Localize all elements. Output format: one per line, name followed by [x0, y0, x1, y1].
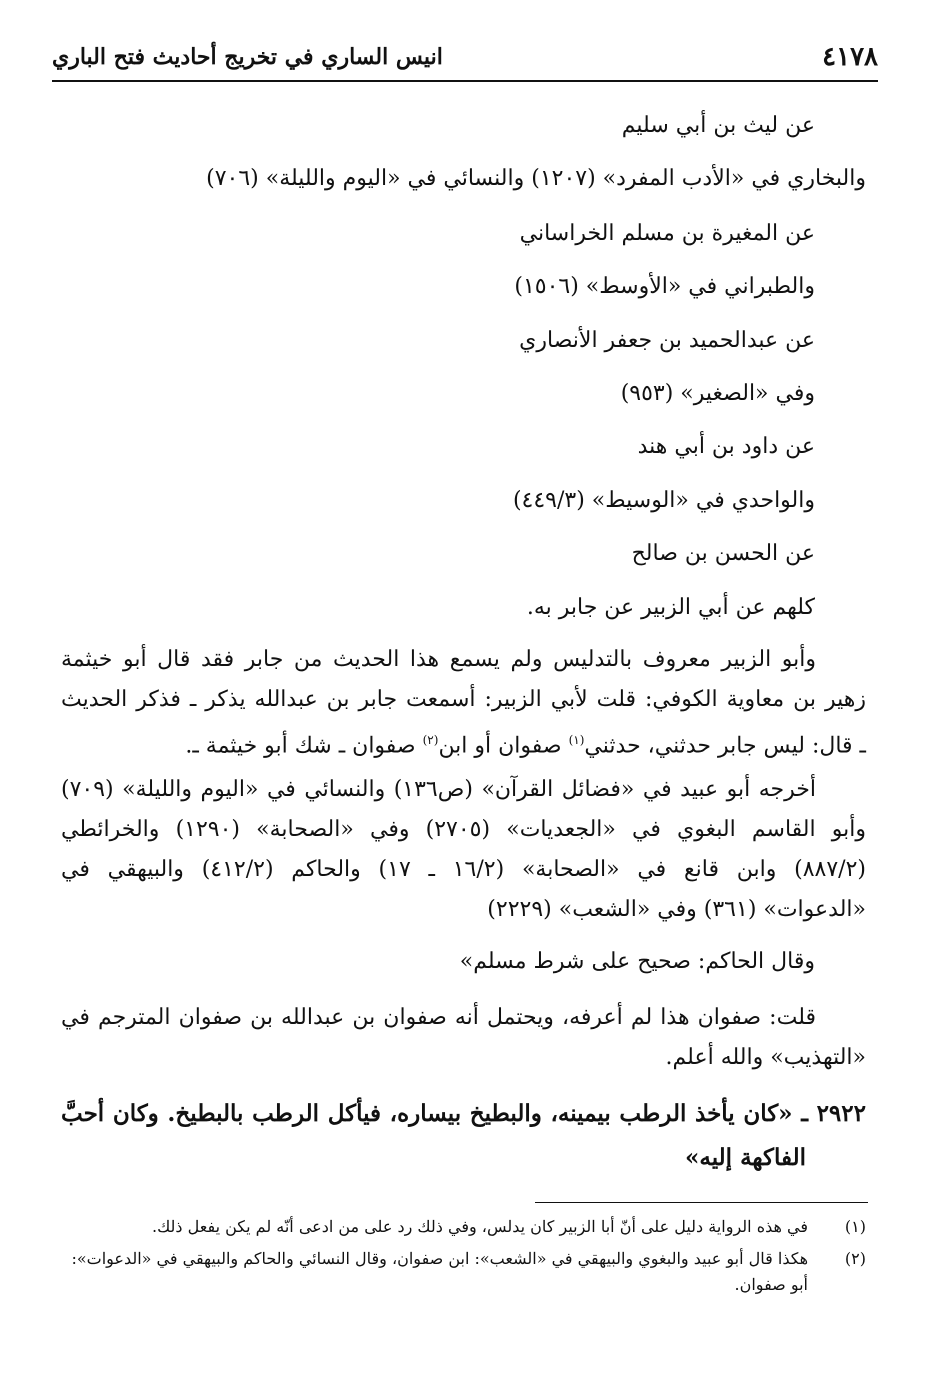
text-line: عن المغيرة بن مسلم الخراساني [519, 221, 815, 246]
footnote-number: (١) [844, 1217, 866, 1236]
page-header [52, 38, 878, 76]
text-line: عن ليث بن أبي سليم [621, 113, 815, 138]
footnote-number: (٢) [844, 1249, 866, 1268]
quote-text: ـ قال: ليس جابر حدثني، حدثني [584, 733, 866, 759]
hadith-line: ٢٩٢٢ ـ «كان يأخذ الرطب بيمينه، والبطيخ بيساره، فيأكل الرطب بالبطيخ. وكان أحبَّ [61, 1100, 866, 1127]
paragraph-line [61, 720, 866, 766]
paragraph-tadlis [61, 640, 866, 766]
text-line: والطبراني في «الأوسط» (١٥٠٦) [514, 274, 815, 299]
paragraph-line: أخرجه أبو عبيد في «فضائل القرآن» (ص١٣٦) والنسائي في «اليوم والليلة» (٧٠٩) [61, 777, 816, 802]
paragraph-line: وأبو القاسم البغوي في «الجعديات» (٢٧٠٥) وفي «الصحابة» (١٢٩٠) والخرائطي [61, 817, 866, 842]
page-number: ٤١٧٨ [822, 42, 878, 72]
paragraph-line: (٨٨٧/٢) وابن قانع في «الصحابة» (١٦/٢ ـ ١٧) والحاكم (٤١٢/٢) والبيهقي في [61, 857, 866, 882]
quote-text: صفوان أو ابن [438, 733, 569, 759]
paragraph-line: قلت: صفوان هذا لم أعرفه، ويحتمل أنه صفوان بن عبدالله بن صفوان المترجم في [61, 1005, 816, 1030]
paragraph-takhrij [61, 770, 866, 930]
paragraph-line: وأبو الزبير معروف بالتدليس ولم يسمع هذا الحديث من جابر فقد قال أبو خيثمة [61, 647, 816, 672]
paragraph-comment [61, 998, 866, 1078]
text-line: وفي «الصغير» (٩٥٣) [620, 381, 815, 406]
footnote-2 [61, 1246, 866, 1298]
footnote-ref-2[interactable]: (٢) [422, 733, 439, 747]
book-title: انيس الساري في تخريج أحاديث فتح الباري [52, 44, 443, 70]
text-line: عن داود بن أبي هند [637, 434, 815, 459]
quote-text: صفوان ـ شك أبو خيثمة ـ. [185, 733, 423, 759]
text-line: عن الحسن بن صالح [631, 541, 815, 566]
text-line: والواحدي في «الوسيط» (٤٤٩/٣) [512, 488, 815, 513]
footnote-ref-1[interactable]: (١) [568, 733, 585, 747]
header-divider [52, 80, 878, 82]
hakim-statement: وقال الحاكم: صحيح على شرط مسلم» [459, 949, 815, 974]
hadith-line: الفاكهة إليه» [685, 1144, 806, 1171]
footnote-text: في هذه الرواية دليل على أنّ أبا الزبير كان يدلس، وفي ذلك رد على من ادعى أنّه لم يكن يفعل ذلك. [151, 1217, 808, 1236]
paragraph-line: زهير بن معاوية الكوفي: قلت لأبي الزبير: أسمعت جابر بن عبدالله يذكر ـ فذكر الحديث [61, 687, 866, 712]
text-line: عن عبدالحميد بن جعفر الأنصاري [519, 328, 815, 353]
text-line: والبخاري في «الأدب المفرد» (١٢٠٧) والنسائي في «اليوم والليلة» (٧٠٦) [206, 166, 866, 191]
footnote-text: هكذا قال أبو عبيد والبغوي والبيهقي في «الشعب»: ابن صفوان، وقال النسائي والحاكم والبيهقي في «الدعوات»: أبو صفوان. [71, 1249, 808, 1294]
text-line: كلهم عن أبي الزبير عن جابر به. [526, 595, 815, 620]
hadith-text [61, 1092, 866, 1180]
footnote-1 [61, 1214, 866, 1240]
paragraph-line: «التهذيب» والله أعلم. [665, 1045, 866, 1070]
paragraph-line: «الدعوات» (٣٦١) وفي «الشعب» (٢٢٢٩) [487, 897, 866, 922]
footnote-divider [535, 1202, 868, 1203]
